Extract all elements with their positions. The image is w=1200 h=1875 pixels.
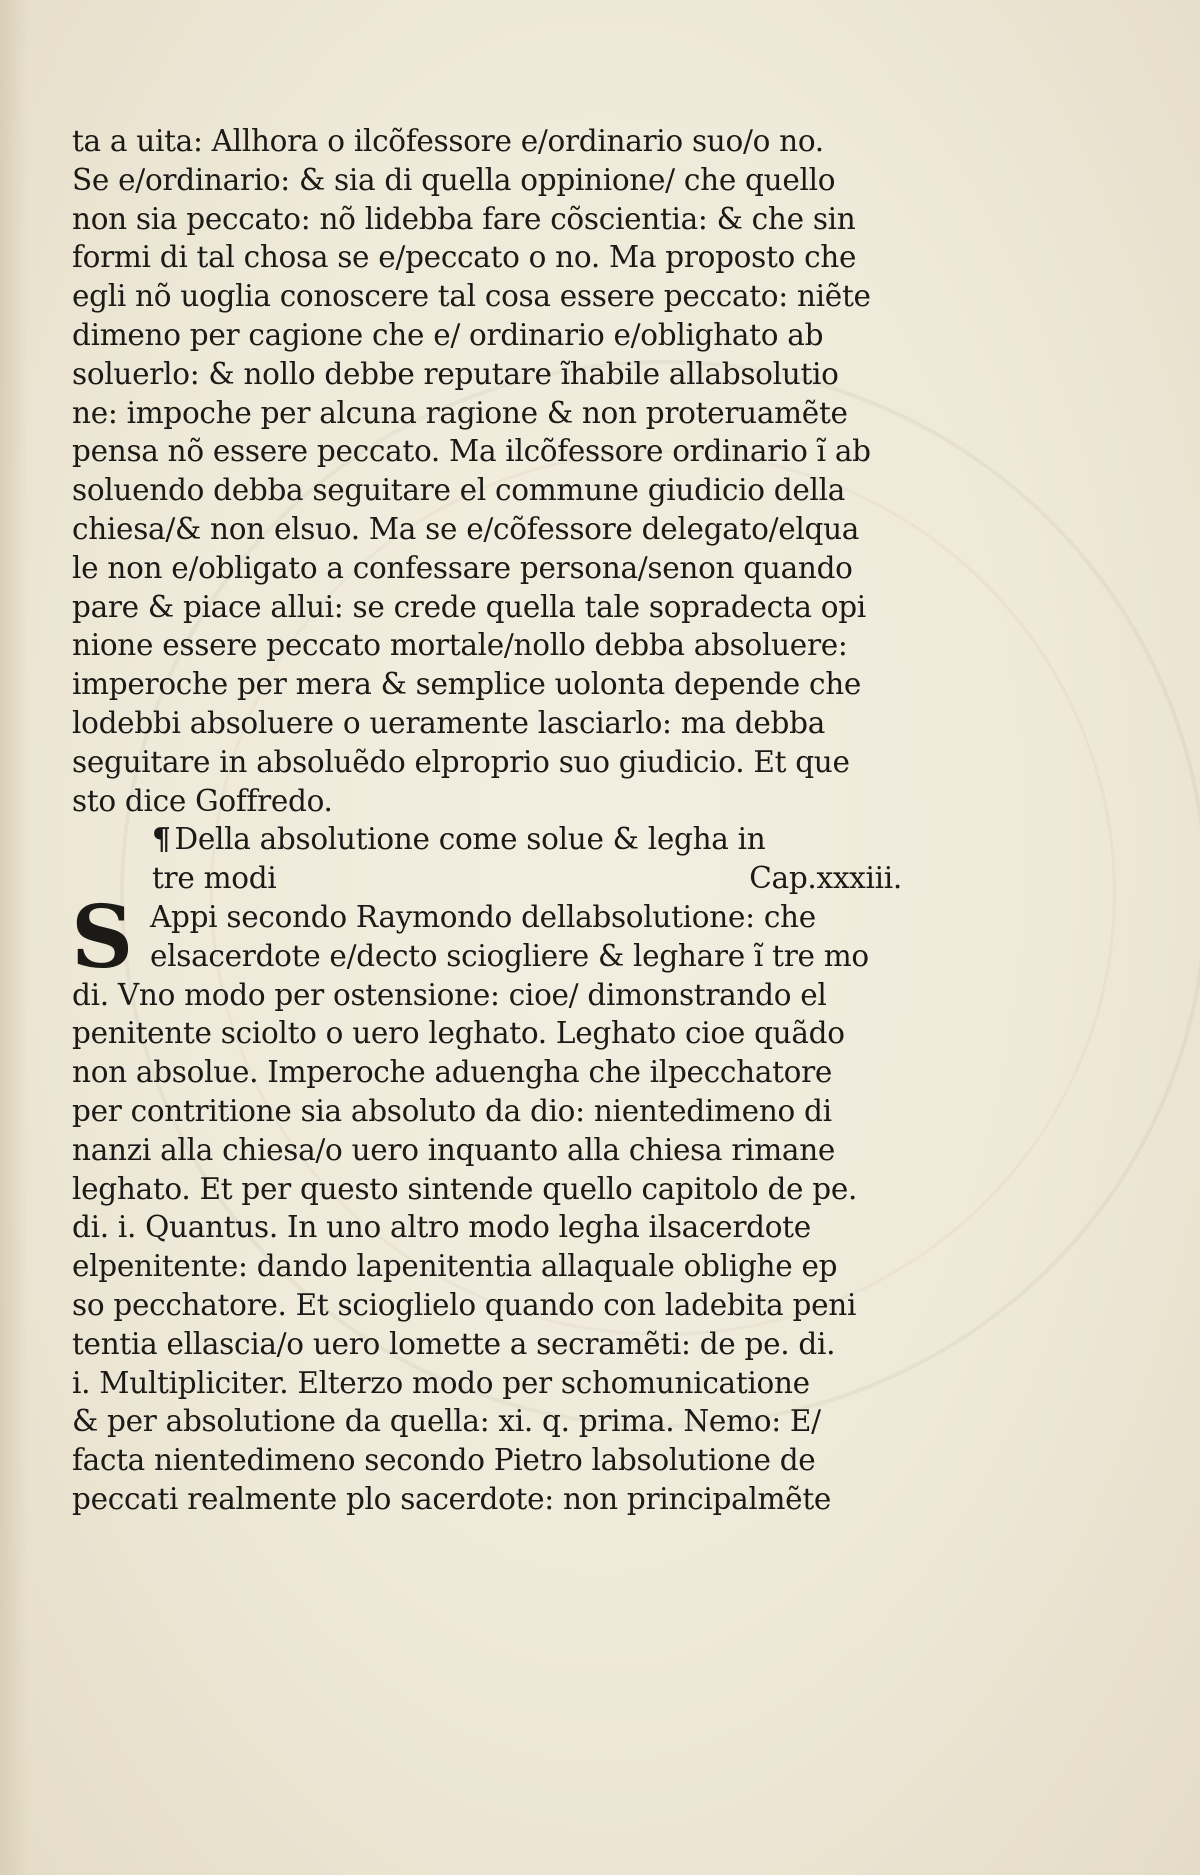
chapter-heading-text: Della absolutione come solue & legha in: [174, 822, 766, 857]
text-line: leghato. Et per questo sintende quello capitolo de pe.: [72, 1171, 858, 1206]
text-line: non sia peccato: nõ lidebba fare cõscientia: & che sin: [72, 201, 856, 236]
text-line: elsacerdote e/decto sciogliere & leghare ĩ tre mo: [150, 938, 869, 973]
drop-cap-initial: S: [71, 886, 133, 988]
chapter-number: Cap.xxxiii.: [749, 861, 902, 896]
text-line: soluerlo: & nollo debbe reputare ĩhabile allabsolutio: [72, 356, 839, 391]
text-line: lodebbi absoluere o ueramente lasciarlo: ma debba: [72, 705, 825, 740]
text-line: dimeno per cagione che e/ ordinario e/oblighato ab: [72, 317, 824, 352]
text-line: sto dice Goffredo.: [72, 783, 333, 818]
text-line: nione essere peccato mortale/nollo debba absoluere:: [72, 628, 848, 663]
text-line: nanzi alla chiesa/o uero inquanto alla chiesa rimane: [72, 1132, 836, 1167]
page-edge-shadow: [0, 0, 28, 1875]
text-line: formi di tal chosa se e/peccato o no. Ma proposto che: [72, 240, 857, 275]
text-line: soluendo debba seguitare el commune giudicio della: [72, 473, 846, 508]
text-line: Appi secondo Raymondo dellabsolutione: che: [150, 899, 816, 934]
chapter-heading-text-2: tre modi: [152, 861, 277, 896]
text-line: tentia ellascia/o uero lomette a secramẽti: de pe. di.: [72, 1326, 836, 1361]
text-line: Se e/ordinario: & sia di quella oppinione/ che quello: [72, 162, 836, 197]
chapter-heading-line2: [72, 859, 902, 898]
text-line: imperoche per mera & semplice uolonta depende che: [72, 667, 862, 702]
text-line: per contritione sia absoluto da dio: nientedimeno di: [72, 1093, 832, 1128]
text-line: so pecchatore. Et scioglielo quando con ladebita peni: [72, 1287, 857, 1322]
text-line: ta a uita: Allhora o ilcõfessore e/ordinario suo/o no.: [72, 124, 824, 158]
text-line: egli nõ uoglia conoscere tal cosa essere peccato: niẽte: [72, 279, 871, 314]
text-line: pare & piace allui: se crede quella tale sopradecta opi: [72, 589, 866, 624]
text-line: elpenitente: dando lapenitentia allaquale oblighe ep: [72, 1249, 838, 1284]
text-line: chiesa/& non elsuo. Ma se e/cõfessore delegato/elqua: [72, 511, 860, 546]
chapter-heading: [72, 820, 902, 859]
text-line: di. i. Quantus. In uno altro modo legha ilsacerdote: [72, 1210, 811, 1245]
text-line: peccati realmente plo sacerdote: non principalmẽte: [72, 1481, 832, 1516]
text-line: i. Multipliciter. Elterzo modo per schomunicatione: [72, 1365, 810, 1400]
text-line: pensa nõ essere peccato. Ma ilcõfessore ordinario ĩ ab: [72, 434, 871, 469]
text-line: di. Vno modo per ostensione: cioe/ dimonstrando el: [72, 977, 827, 1012]
text-line: non absolue. Imperoche aduengha che ilpecchatore: [72, 1055, 833, 1090]
text-line: & per absolutione da quella: xi. q. prima. Nemo: E/: [72, 1404, 821, 1439]
pilcrow-icon: ¶: [152, 821, 171, 857]
text-block: [72, 122, 902, 1519]
text-line: penitente sciolto o uero leghato. Leghato cioe quãdo: [72, 1016, 845, 1051]
text-line: seguitare in absoluẽdo elproprio suo giudicio. Et que: [72, 744, 850, 779]
text-line: facta nientedimeno secondo Pietro labsolutione de: [72, 1443, 816, 1478]
initial-paragraph: [71, 886, 902, 988]
text-line: le non e/obligato a confessare persona/senon quando: [72, 550, 853, 585]
text-line: ne: impoche per alcuna ragione & non proteruamẽte: [72, 395, 848, 430]
